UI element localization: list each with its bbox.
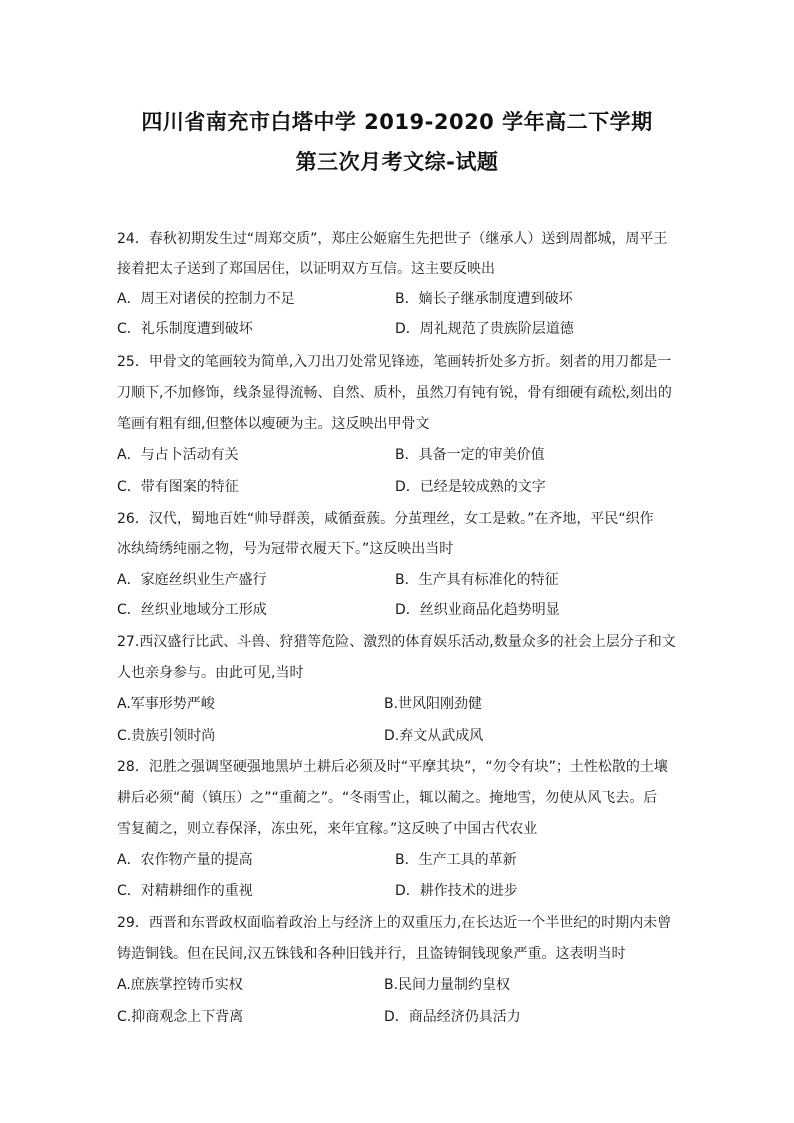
question-29-option-b: B.民间力量制约皇权 <box>384 977 511 993</box>
question-25-text-line-3: 笔画有粗有细,但整体以瘦硬为主。这反映出甲骨文 <box>117 416 430 432</box>
question-26-text-line-1: 26．汉代，蜀地百姓“帅导群羡，咸循蚕蔟。分茧理丝，女工是敕。”在齐地，平民“织作 <box>117 511 654 527</box>
question-24-text-line-1: 24．春秋初期发生过“周郑交质”，郑庄公姬寤生先把世子（继承人）送到周都城，周平王 <box>117 231 668 247</box>
question-26-option-d: D．丝织业商品化趋势明显 <box>395 602 560 618</box>
question-29-option-a: A.庶族掌控铸币实权 <box>117 977 243 993</box>
question-29-option-d: D．商品经济仍具活力 <box>384 1009 521 1025</box>
question-27-option-a: A.军事形势严峻 <box>117 696 215 712</box>
question-28-option-a: A．农作物产量的提高 <box>117 852 253 868</box>
question-28-text-line-2: 耕后必须“蔺（镇压）之”“重蔺之”。“冬雨雪止，辄以蔺之。掩地雪，勿使从风飞去。后 <box>117 790 658 806</box>
question-26-option-c: C．丝织业地域分工形成 <box>117 602 267 618</box>
question-24-option-c: C．礼乐制度遭到破坏 <box>117 321 253 337</box>
question-24-option-d: D．周礼规范了贵族阶层道德 <box>395 321 574 337</box>
page-subtitle: 第三次月考文综-试题 <box>295 150 499 174</box>
question-28-option-c: C．对精耕细作的重视 <box>117 883 253 899</box>
question-25-option-c: C．带有图案的特征 <box>117 479 239 495</box>
question-29-text-line-2: 铸造铜钱。但在民间,汉五铢钱和各种旧钱并行，且盗铸铜钱现象严重。这表明当时 <box>117 946 626 962</box>
question-25-text-line-1: 25．甲骨文的笔画较为简单,入刀出刀处常见锋迹，笔画转折处多方折。刻者的用刀都是一 <box>117 354 672 370</box>
question-25-option-d: D．已经是较成熟的文字 <box>395 479 546 495</box>
question-28-option-d: D．耕作技术的进步 <box>395 883 518 899</box>
question-28-option-b: B．生产工具的革新 <box>395 852 517 868</box>
page-title: 四川省南充市白塔中学 2019-2020 学年高二下学期 <box>141 110 653 134</box>
question-26-option-b: B．生产具有标准化的特征 <box>395 572 559 588</box>
question-25-option-a: A．与占卜活动有关 <box>117 447 239 463</box>
question-24-text-line-2: 接着把太子送到了郑国居住，以证明双方互信。这主要反映出 <box>117 261 495 277</box>
question-27-text-line-2: 人也亲身参与。由此可见,当时 <box>117 665 304 681</box>
question-24-option-a: A．周王对诸侯的控制力不足 <box>117 291 295 307</box>
question-26-option-a: A．家庭丝织业生产盛行 <box>117 572 267 588</box>
question-27-option-c: C.贵族引领时尚 <box>117 728 216 744</box>
question-27-option-d: D.弃文从武成风 <box>384 728 484 744</box>
question-25-text-line-2: 刀顺下,不加修饰，线条显得流畅、自然、质朴，虽然刀有钝有锐，骨有细硬有疏松,刻出的 <box>117 385 672 401</box>
question-26-text-line-2: 冰纨绮绣纯丽之物，号为冠带衣履天下。”这反映出当时 <box>117 541 454 557</box>
question-29-option-c: C.抑商观念上下背离 <box>117 1009 244 1025</box>
question-25-option-b: B．具备一定的审美价值 <box>395 447 545 463</box>
question-27-option-b: B.世风阳刚劲健 <box>384 696 483 712</box>
question-28-text-line-1: 28．氾胜之强调坚硬强地黑垆土耕后必须及时“平摩其块”，“勿令有块”；土性松散的土壤 <box>117 759 668 775</box>
question-28-text-line-3: 雪复蔺之，则立春保泽，冻虫死，来年宜稼。”这反映了中国古代农业 <box>117 821 538 837</box>
question-29-text-line-1: 29．西晋和东晋政权面临着政治上与经济上的双重压力,在长达近一个半世纪的时期内未曾 <box>117 915 672 931</box>
question-27-text-line-1: 27.西汉盛行比武、斗兽、狩猎等危险、激烈的体育娱乐活动,数量众多的社会上层分子和文 <box>117 634 676 650</box>
question-24-option-b: B．嫡长子继承制度遭到破坏 <box>395 291 573 307</box>
